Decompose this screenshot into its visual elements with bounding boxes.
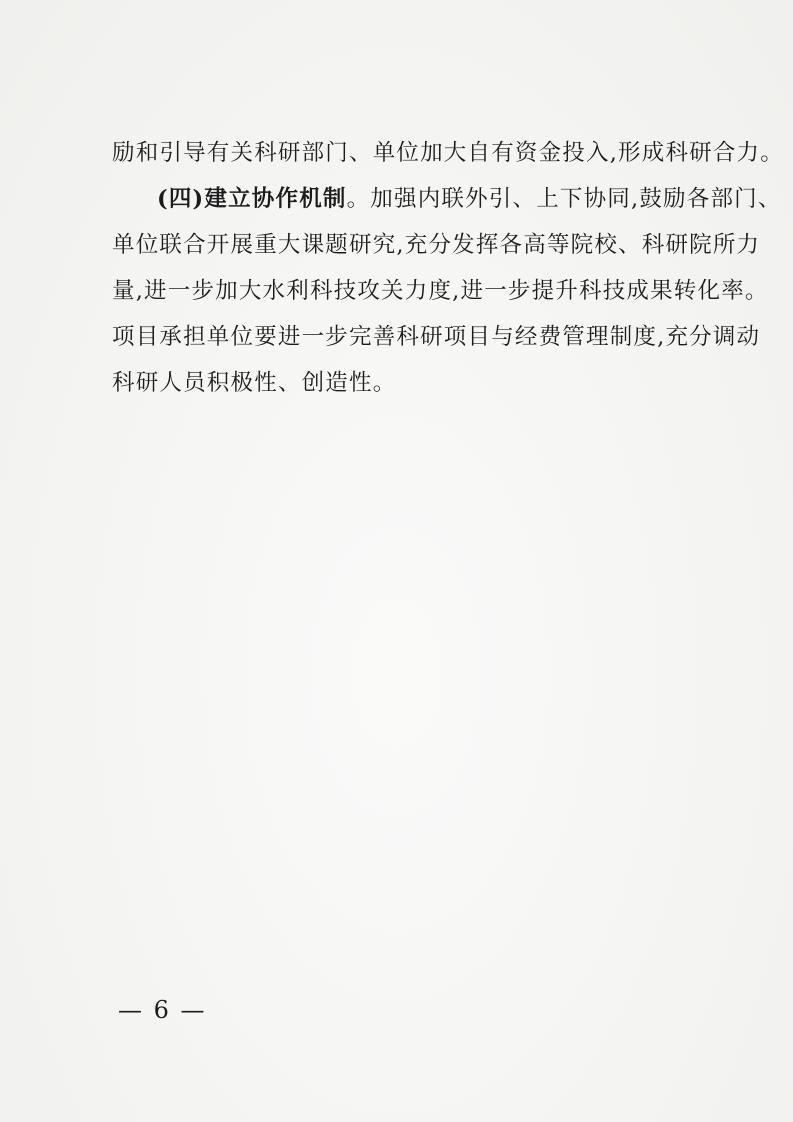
- paragraph-line-5: 项目承担单位要进一步完善科研项目与经费管理制度,充分调动: [112, 324, 761, 350]
- document-body: [112, 130, 784, 406]
- paragraph-line-3: 单位联合开展重大课题研究,充分发挥各高等院校、科研院所力: [112, 232, 761, 258]
- section-heading-rest: 。加强内联外引、上下协同,鼓励各部门、: [346, 186, 782, 212]
- paragraph-line-1: 励和引导有关科研部门、单位加大自有资金投入,形成科研合力。: [112, 140, 784, 166]
- paragraph-line-6: 科研人员积极性、创造性。: [112, 370, 397, 396]
- section-heading-line: [112, 176, 782, 222]
- paragraph-line-4: 量,进一步加大水利科技攻关力度,进一步提升科技成果转化率。: [112, 278, 769, 304]
- section-heading: (四)建立协作机制: [157, 186, 347, 212]
- page-number: — 6 —: [118, 996, 207, 1024]
